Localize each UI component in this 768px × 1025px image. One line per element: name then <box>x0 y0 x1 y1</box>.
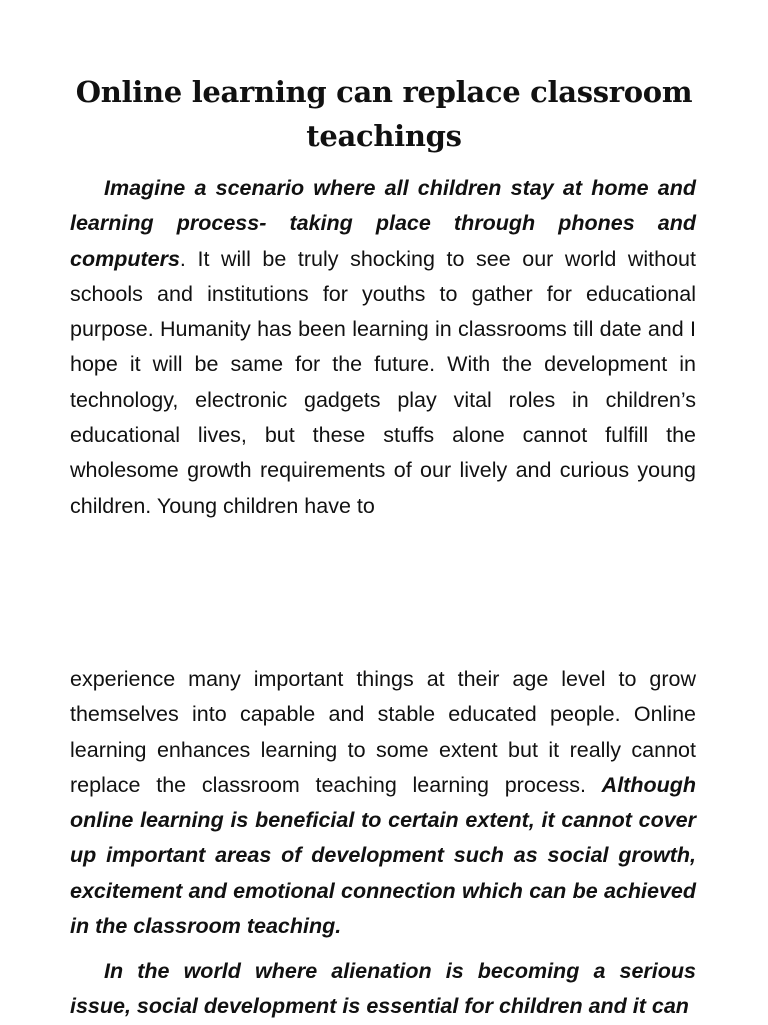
paragraph-3 <box>70 954 696 1025</box>
paragraph-2 <box>70 662 696 944</box>
paragraph-1-emphasis: Imagine a scenario where all children stay at home and learning process- taking place through phones and computers <box>70 176 696 271</box>
paragraph-1 <box>70 171 696 524</box>
paragraph-3-emphasis: In the world where alienation is becoming a serious issue, social development is essential for children and it can <box>70 959 696 1019</box>
paragraph-2-text: experience many important things at their age level to grow themselves into capable and stable educated people. Online learning enhances learning to some extent but it really cannot replace the classroom teaching learning process. <box>70 667 696 797</box>
paragraph-1-text: . It will be truly shocking to see our world without schools and institutions for youths to gather for educational purpose. Humanity has been learning in classrooms till date and I hope it will be same for the future. With the development in technology, electronic gadgets play vital roles in children’s educational lives, but these stuffs alone cannot fulfill the wholesome growth requirements of our lively and curious young children. Young children have to <box>70 246 696 518</box>
paragraph-2-emphasis: Although online learning is beneficial to certain extent, it cannot cover up important areas of development such as social growth, excitement and emotional connection which can be achieved in the classroom teaching. <box>70 772 696 939</box>
document-title: Online learning can replace classroom teachings <box>75 75 693 153</box>
